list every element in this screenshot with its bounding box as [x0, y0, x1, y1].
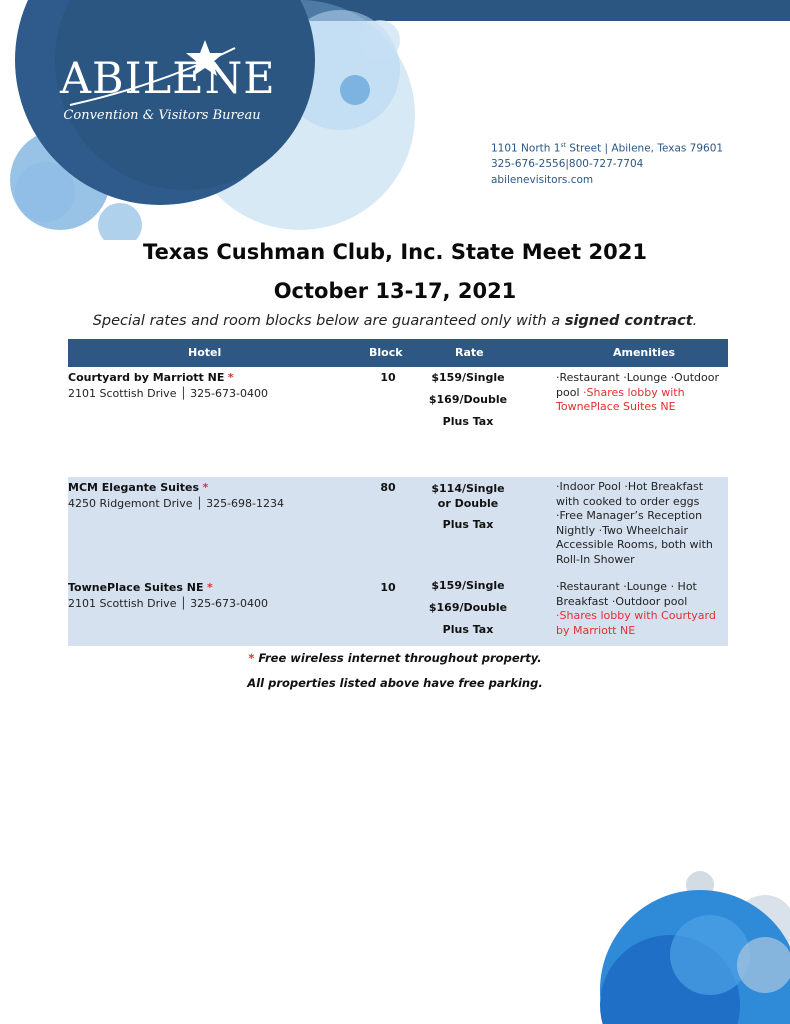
wifi-star-icon: *: [227, 371, 234, 384]
hotel-name: MCM Elegante Suites: [68, 481, 200, 494]
footnote-parking: All properties listed above have free parking.: [247, 676, 543, 690]
hotel-address: 2101 Scottish Drive │ 325-673-0400: [68, 387, 268, 400]
rate-tax: Plus Tax: [442, 518, 494, 531]
logo-subtitle: Convention & Visitors Bureau: [63, 108, 261, 123]
header-block: Block: [369, 346, 403, 359]
hotel-cell: [68, 580, 348, 612]
footnote-wifi: * Free wireless internet throughout property.: [248, 651, 542, 665]
table-row: [68, 477, 728, 577]
page-title: Texas Cushman Club, Inc. State Meet 2021: [143, 240, 647, 264]
contact-phones: 325-676-2556|800-727-7704: [491, 158, 644, 170]
contact-website[interactable]: abilenevisitors.com: [491, 173, 594, 186]
logo-wordmark: ABILENE: [60, 54, 276, 104]
header-rate: Rate: [455, 346, 484, 359]
rate-tax: Plus Tax: [442, 415, 494, 428]
amenities-cell: ·Restaurant ·Lounge ·Outdoor pool ·Shares lobby with TownePlace Suites NE: [556, 371, 719, 413]
wifi-star-icon: *: [206, 581, 213, 594]
rate-tax: Plus Tax: [442, 623, 494, 636]
hotel-name: Courtyard by Marriott NE: [68, 371, 225, 384]
rate-double: $169/Double: [428, 601, 508, 614]
contact-address: 1101 North 1st Street | Abilene, Texas 79601: [491, 142, 724, 155]
table-header: [68, 339, 728, 367]
header-hotel: Hotel: [188, 346, 222, 359]
event-dates: October 13-17, 2021: [273, 279, 517, 303]
amenities-cell: ·Indoor Pool ·Hot Breakfast with cooked to order eggs ·Free Manager’s Reception Nightly ·Two Wheelchair Accessible Rooms, both with Roll-In Shower: [556, 480, 713, 566]
hotel-address: 4250 Ridgemont Drive │ 325-698-1234: [68, 497, 285, 510]
rate-cell: [423, 367, 513, 433]
contract-note: Special rates and room blocks below are guaranteed only with a signed contract.: [92, 313, 698, 329]
block-count: 10: [380, 581, 396, 594]
block-count: 80: [380, 481, 396, 494]
rate-cell: [423, 575, 513, 641]
hotel-cell: [68, 370, 348, 402]
wifi-star-icon: *: [202, 481, 209, 494]
contact-block: [491, 138, 723, 188]
hotel-address: 2101 Scottish Drive │ 325-673-0400: [68, 597, 268, 610]
rate-single: $159/Single: [431, 579, 505, 592]
table-row: [68, 577, 728, 646]
rate-double: $169/Double: [428, 393, 508, 406]
amenities-cell: ·Restaurant ·Lounge · Hot Breakfast ·Outdoor pool ·Shares lobby with Courtyard by Marriott NE: [556, 580, 716, 637]
rate-double: or Double: [437, 497, 499, 510]
header-amenities: Amenities: [613, 346, 676, 359]
rate-single: $159/Single: [431, 371, 505, 384]
block-count: 10: [380, 371, 396, 384]
bottom-watercolor-graphic: [560, 870, 790, 1024]
hotel-name: TownePlace Suites NE: [68, 581, 204, 594]
wifi-star-icon: *: [248, 651, 255, 665]
rate-single: $114/Single: [431, 482, 505, 495]
table-row: [68, 367, 728, 477]
rate-cell: [423, 481, 513, 532]
hotel-cell: [68, 480, 348, 512]
